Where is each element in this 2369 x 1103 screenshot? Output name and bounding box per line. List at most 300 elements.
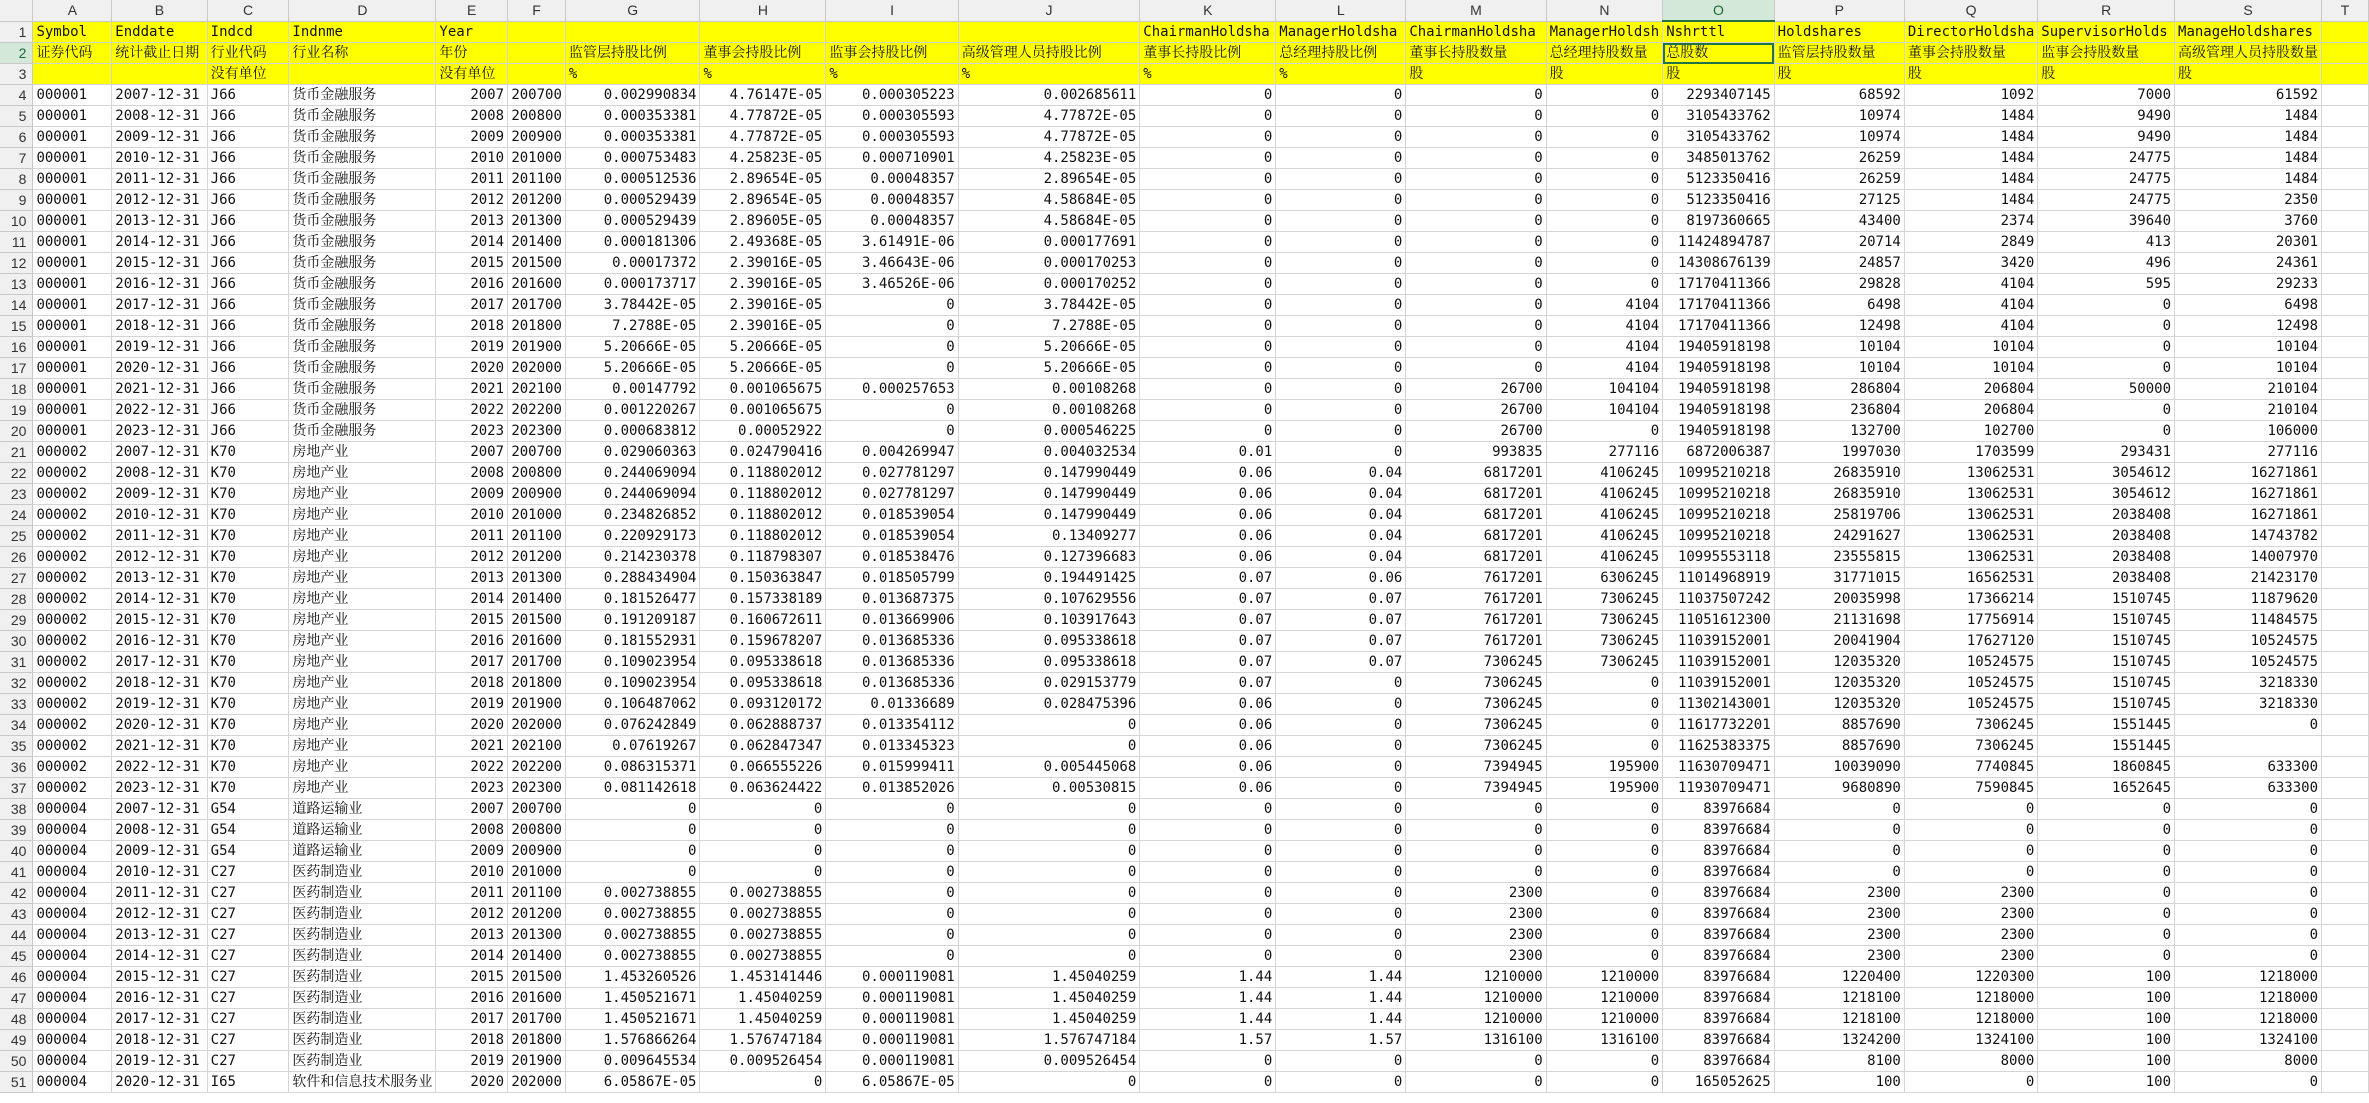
table-cell[interactable]: 0: [826, 904, 958, 925]
table-cell[interactable]: 0.000119081: [826, 967, 958, 988]
table-cell[interactable]: K70: [207, 736, 289, 757]
table-cell[interactable]: 10995553118: [1663, 547, 1774, 568]
table-cell[interactable]: [2322, 253, 2369, 274]
table-cell[interactable]: 0: [1406, 106, 1546, 127]
table-cell[interactable]: 2011-12-31: [112, 883, 207, 904]
table-cell[interactable]: C27: [207, 946, 289, 967]
table-cell[interactable]: 0.066555226: [700, 757, 826, 778]
table-cell[interactable]: 0.234826852: [565, 505, 700, 526]
table-cell[interactable]: [2322, 799, 2369, 820]
table-cell[interactable]: 0: [1406, 169, 1546, 190]
table-cell[interactable]: [2322, 862, 2369, 883]
table-cell[interactable]: 0: [1276, 715, 1406, 736]
table-cell[interactable]: [2322, 211, 2369, 232]
table-cell[interactable]: 0.000353381: [565, 106, 700, 127]
table-cell[interactable]: 货币金融服务: [289, 400, 436, 421]
table-cell[interactable]: 2300: [1406, 904, 1546, 925]
table-cell[interactable]: 0: [565, 799, 700, 820]
table-cell[interactable]: 1.44: [1276, 988, 1406, 1009]
table-cell[interactable]: 2019-12-31: [112, 337, 207, 358]
table-cell[interactable]: 0: [1276, 379, 1406, 400]
table-cell[interactable]: 2023: [436, 421, 508, 442]
table-cell[interactable]: 0: [1904, 841, 2037, 862]
table-cell[interactable]: 277116: [1546, 442, 1663, 463]
table-cell[interactable]: 1210000: [1546, 1009, 1663, 1030]
header-cell[interactable]: [826, 21, 958, 43]
table-cell[interactable]: 0.095338618: [958, 631, 1140, 652]
column-header-d[interactable]: D: [289, 0, 436, 21]
table-cell[interactable]: 0: [2175, 715, 2322, 736]
table-cell[interactable]: 6306245: [1546, 568, 1663, 589]
table-cell[interactable]: 2023: [436, 778, 508, 799]
table-cell[interactable]: 83976684: [1663, 904, 1774, 925]
table-cell[interactable]: 2374: [1904, 211, 2037, 232]
table-cell[interactable]: 1860845: [2038, 757, 2175, 778]
table-cell[interactable]: 000001: [33, 211, 112, 232]
table-cell[interactable]: [2322, 820, 2369, 841]
table-cell[interactable]: 房地产业: [289, 589, 436, 610]
table-cell[interactable]: 000002: [33, 652, 112, 673]
column-header-r[interactable]: R: [2038, 0, 2175, 21]
row-header[interactable]: 11: [0, 232, 33, 253]
table-cell[interactable]: 1210000: [1406, 1009, 1546, 1030]
table-cell[interactable]: 13062531: [1904, 547, 2037, 568]
table-cell[interactable]: 0.157338189: [700, 589, 826, 610]
table-cell[interactable]: 2012-12-31: [112, 904, 207, 925]
table-cell[interactable]: 0: [826, 316, 958, 337]
table-cell[interactable]: 0: [1140, 379, 1276, 400]
table-cell[interactable]: 7617201: [1406, 631, 1546, 652]
table-cell[interactable]: 206804: [1904, 400, 2037, 421]
table-cell[interactable]: 0: [2038, 799, 2175, 820]
header-cell[interactable]: 证券代码: [33, 43, 112, 64]
table-cell[interactable]: 0.00048357: [826, 190, 958, 211]
table-cell[interactable]: 4.77872E-05: [958, 106, 1140, 127]
table-cell[interactable]: 货币金融服务: [289, 85, 436, 106]
row-header[interactable]: 28: [0, 589, 33, 610]
table-cell[interactable]: C27: [207, 988, 289, 1009]
table-cell[interactable]: 000004: [33, 799, 112, 820]
header-cell[interactable]: 没有单位: [436, 64, 508, 85]
table-cell[interactable]: 0: [2038, 925, 2175, 946]
table-cell[interactable]: 4106245: [1546, 484, 1663, 505]
table-cell[interactable]: [2322, 505, 2369, 526]
row-header[interactable]: 9: [0, 190, 33, 211]
table-cell[interactable]: 5.20666E-05: [700, 358, 826, 379]
row-header[interactable]: 36: [0, 757, 33, 778]
table-cell[interactable]: 000002: [33, 484, 112, 505]
table-cell[interactable]: 11879620: [2175, 589, 2322, 610]
table-cell[interactable]: 0.06: [1140, 484, 1276, 505]
table-cell[interactable]: 10104: [1904, 358, 2037, 379]
table-cell[interactable]: 2007-12-31: [112, 799, 207, 820]
table-cell[interactable]: 7306245: [1406, 736, 1546, 757]
table-cell[interactable]: 2013: [436, 211, 508, 232]
table-cell[interactable]: [2322, 379, 2369, 400]
table-cell[interactable]: 2016-12-31: [112, 631, 207, 652]
table-cell[interactable]: 0: [1406, 841, 1546, 862]
table-cell[interactable]: 83976684: [1663, 967, 1774, 988]
table-cell[interactable]: 000004: [33, 925, 112, 946]
table-cell[interactable]: 5.20666E-05: [565, 358, 700, 379]
table-cell[interactable]: 1210000: [1406, 988, 1546, 1009]
table-cell[interactable]: 0: [826, 337, 958, 358]
table-cell[interactable]: 2.89654E-05: [700, 190, 826, 211]
table-cell[interactable]: 2013: [436, 925, 508, 946]
table-cell[interactable]: 201100: [508, 526, 566, 547]
table-cell[interactable]: 0: [2038, 820, 2175, 841]
table-cell[interactable]: 0.000305223: [826, 85, 958, 106]
table-cell[interactable]: 5123350416: [1663, 190, 1774, 211]
column-header-t[interactable]: T: [2322, 0, 2369, 21]
table-cell[interactable]: 000001: [33, 421, 112, 442]
table-cell[interactable]: 0: [2175, 904, 2322, 925]
table-cell[interactable]: 0: [1406, 253, 1546, 274]
table-cell[interactable]: 20301: [2175, 232, 2322, 253]
table-cell[interactable]: 25819706: [1774, 505, 1904, 526]
table-cell[interactable]: 0.00147792: [565, 379, 700, 400]
table-cell[interactable]: 0.244069094: [565, 484, 700, 505]
row-header[interactable]: 32: [0, 673, 33, 694]
table-cell[interactable]: 0: [1546, 85, 1663, 106]
header-cell[interactable]: 总经理持股比例: [1276, 43, 1406, 64]
table-cell[interactable]: 1316100: [1546, 1030, 1663, 1051]
table-cell[interactable]: K70: [207, 526, 289, 547]
table-cell[interactable]: 2849: [1904, 232, 2037, 253]
table-cell[interactable]: 0.118802012: [700, 463, 826, 484]
table-cell[interactable]: 2010-12-31: [112, 862, 207, 883]
row-header[interactable]: 49: [0, 1030, 33, 1051]
table-cell[interactable]: [2322, 946, 2369, 967]
table-cell[interactable]: 4104: [1904, 295, 2037, 316]
table-cell[interactable]: 83976684: [1663, 820, 1774, 841]
table-cell[interactable]: 0.000529439: [565, 190, 700, 211]
row-header[interactable]: 35: [0, 736, 33, 757]
header-cell[interactable]: 高级管理人员持股数量: [2175, 43, 2322, 64]
table-cell[interactable]: 房地产业: [289, 526, 436, 547]
row-header[interactable]: 10: [0, 211, 33, 232]
header-cell[interactable]: [565, 21, 700, 43]
table-cell[interactable]: 1484: [1904, 148, 2037, 169]
table-cell[interactable]: 0: [1546, 862, 1663, 883]
table-cell[interactable]: 0: [958, 799, 1140, 820]
header-cell[interactable]: [112, 64, 207, 85]
table-cell[interactable]: 0: [1276, 736, 1406, 757]
row-header[interactable]: 51: [0, 1072, 33, 1093]
column-header-a[interactable]: A: [33, 0, 112, 21]
table-cell[interactable]: 24291627: [1774, 526, 1904, 547]
table-cell[interactable]: 2300: [1406, 883, 1546, 904]
table-cell[interactable]: 2017-12-31: [112, 295, 207, 316]
table-cell[interactable]: 0: [2038, 400, 2175, 421]
table-cell[interactable]: 2018-12-31: [112, 1030, 207, 1051]
header-cell[interactable]: 统计截止日期: [112, 43, 207, 64]
table-cell[interactable]: J66: [207, 106, 289, 127]
table-cell[interactable]: 7.2788E-05: [958, 316, 1140, 337]
table-cell[interactable]: 2.39016E-05: [700, 253, 826, 274]
table-cell[interactable]: 0: [1406, 358, 1546, 379]
table-cell[interactable]: 0: [1406, 295, 1546, 316]
table-cell[interactable]: 1.450521671: [565, 988, 700, 1009]
table-cell[interactable]: 2023-12-31: [112, 778, 207, 799]
table-cell[interactable]: 4106245: [1546, 505, 1663, 526]
row-header[interactable]: 30: [0, 631, 33, 652]
table-cell[interactable]: 000001: [33, 400, 112, 421]
table-cell[interactable]: 000001: [33, 127, 112, 148]
table-cell[interactable]: 0.220929173: [565, 526, 700, 547]
table-cell[interactable]: 2015-12-31: [112, 967, 207, 988]
table-cell[interactable]: 货币金融服务: [289, 379, 436, 400]
table-cell[interactable]: 0.013685336: [826, 673, 958, 694]
table-cell[interactable]: 0: [1774, 862, 1904, 883]
header-cell[interactable]: 监管层持股比例: [565, 43, 700, 64]
table-cell[interactable]: 6817201: [1406, 547, 1546, 568]
table-cell[interactable]: [2322, 337, 2369, 358]
table-cell[interactable]: 2009-12-31: [112, 841, 207, 862]
table-cell[interactable]: 0.109023954: [565, 652, 700, 673]
row-header[interactable]: 12: [0, 253, 33, 274]
table-cell[interactable]: 4106245: [1546, 547, 1663, 568]
table-cell[interactable]: 2008-12-31: [112, 463, 207, 484]
row-header[interactable]: 14: [0, 295, 33, 316]
table-cell[interactable]: 277116: [2175, 442, 2322, 463]
table-cell[interactable]: 0.000529439: [565, 211, 700, 232]
table-cell[interactable]: 0.04: [1276, 526, 1406, 547]
table-cell[interactable]: 9490: [2038, 127, 2175, 148]
table-cell[interactable]: 0.06: [1140, 463, 1276, 484]
table-cell[interactable]: 1510745: [2038, 673, 2175, 694]
table-cell[interactable]: [2322, 631, 2369, 652]
table-cell[interactable]: 1510745: [2038, 694, 2175, 715]
table-cell[interactable]: 83976684: [1663, 862, 1774, 883]
column-header-i[interactable]: I: [826, 0, 958, 21]
table-cell[interactable]: 7306245: [1546, 589, 1663, 610]
table-cell[interactable]: 2012: [436, 547, 508, 568]
table-cell[interactable]: 2022-12-31: [112, 400, 207, 421]
table-cell[interactable]: 2008-12-31: [112, 106, 207, 127]
table-cell[interactable]: 24857: [1774, 253, 1904, 274]
table-cell[interactable]: 4106245: [1546, 526, 1663, 547]
table-cell[interactable]: 0.009526454: [958, 1051, 1140, 1072]
table-cell[interactable]: 0.118798307: [700, 547, 826, 568]
table-cell[interactable]: 0.07: [1140, 673, 1276, 694]
table-cell[interactable]: 2021-12-31: [112, 379, 207, 400]
table-cell[interactable]: 货币金融服务: [289, 106, 436, 127]
header-cell[interactable]: 股: [2038, 64, 2175, 85]
table-cell[interactable]: 201500: [508, 967, 566, 988]
table-cell[interactable]: 0: [1140, 316, 1276, 337]
table-cell[interactable]: 2014-12-31: [112, 946, 207, 967]
table-cell[interactable]: 0: [1546, 820, 1663, 841]
table-cell[interactable]: 000001: [33, 232, 112, 253]
table-cell[interactable]: 0.013669906: [826, 610, 958, 631]
table-cell[interactable]: 医药制造业: [289, 988, 436, 1009]
table-cell[interactable]: 0: [1140, 946, 1276, 967]
table-cell[interactable]: 0.018505799: [826, 568, 958, 589]
table-cell[interactable]: 0: [1546, 421, 1663, 442]
table-cell[interactable]: 83976684: [1663, 988, 1774, 1009]
table-cell[interactable]: 2009: [436, 484, 508, 505]
table-cell[interactable]: K70: [207, 505, 289, 526]
table-cell[interactable]: 11051612300: [1663, 610, 1774, 631]
table-cell[interactable]: 000004: [33, 904, 112, 925]
table-cell[interactable]: 1510745: [2038, 652, 2175, 673]
table-cell[interactable]: 0: [1406, 799, 1546, 820]
table-cell[interactable]: K70: [207, 631, 289, 652]
header-cell[interactable]: 没有单位: [207, 64, 289, 85]
table-cell[interactable]: 201100: [508, 883, 566, 904]
table-cell[interactable]: 000004: [33, 967, 112, 988]
table-cell[interactable]: 0.029153779: [958, 673, 1140, 694]
table-cell[interactable]: 8857690: [1774, 715, 1904, 736]
table-cell[interactable]: 10995210218: [1663, 484, 1774, 505]
table-cell[interactable]: 0: [1140, 253, 1276, 274]
table-cell[interactable]: 201400: [508, 589, 566, 610]
table-cell[interactable]: 0: [1406, 85, 1546, 106]
table-cell[interactable]: 0: [2038, 862, 2175, 883]
table-cell[interactable]: 0.000753483: [565, 148, 700, 169]
table-cell[interactable]: 1997030: [1774, 442, 1904, 463]
table-cell[interactable]: 0.000119081: [826, 1030, 958, 1051]
table-cell[interactable]: 0.002738855: [565, 883, 700, 904]
table-cell[interactable]: 83976684: [1663, 925, 1774, 946]
row-header[interactable]: 18: [0, 379, 33, 400]
table-cell[interactable]: 医药制造业: [289, 1051, 436, 1072]
header-cell[interactable]: Indnme: [289, 21, 436, 43]
table-cell[interactable]: 10524575: [1904, 652, 2037, 673]
table-cell[interactable]: 16271861: [2175, 484, 2322, 505]
table-cell[interactable]: 0: [1546, 883, 1663, 904]
table-cell[interactable]: [2322, 1030, 2369, 1051]
table-cell[interactable]: 房地产业: [289, 778, 436, 799]
table-cell[interactable]: C27: [207, 1051, 289, 1072]
table-cell[interactable]: 0: [1140, 148, 1276, 169]
table-cell[interactable]: 6817201: [1406, 484, 1546, 505]
table-cell[interactable]: 286804: [1774, 379, 1904, 400]
table-cell[interactable]: G54: [207, 841, 289, 862]
table-cell[interactable]: 201700: [508, 295, 566, 316]
table-cell[interactable]: 7.2788E-05: [565, 316, 700, 337]
table-cell[interactable]: 14308676139: [1663, 253, 1774, 274]
table-cell[interactable]: J66: [207, 253, 289, 274]
table-cell[interactable]: 165052625: [1663, 1072, 1774, 1093]
table-cell[interactable]: 0: [1406, 211, 1546, 232]
table-cell[interactable]: 11625383375: [1663, 736, 1774, 757]
table-cell[interactable]: 3.78442E-05: [565, 295, 700, 316]
column-header-l[interactable]: L: [1276, 0, 1406, 21]
table-cell[interactable]: 0: [1546, 946, 1663, 967]
table-cell[interactable]: 11039152001: [1663, 673, 1774, 694]
table-cell[interactable]: 100: [2038, 988, 2175, 1009]
table-cell[interactable]: 0: [958, 946, 1140, 967]
column-header-k[interactable]: K: [1140, 0, 1276, 21]
header-cell[interactable]: 总经理持股数量: [1546, 43, 1663, 64]
table-cell[interactable]: 0: [565, 841, 700, 862]
table-cell[interactable]: 1.576747184: [958, 1030, 1140, 1051]
table-cell[interactable]: 0: [2175, 799, 2322, 820]
table-cell[interactable]: J66: [207, 337, 289, 358]
table-cell[interactable]: 10974: [1774, 106, 1904, 127]
table-cell[interactable]: [2322, 778, 2369, 799]
table-cell[interactable]: 202200: [508, 757, 566, 778]
table-cell[interactable]: 13062531: [1904, 505, 2037, 526]
table-cell[interactable]: 000002: [33, 694, 112, 715]
table-cell[interactable]: 0: [1406, 190, 1546, 211]
table-cell[interactable]: 0: [1276, 841, 1406, 862]
table-cell[interactable]: [2322, 358, 2369, 379]
table-cell[interactable]: 2011: [436, 526, 508, 547]
table-cell[interactable]: 3420: [1904, 253, 2037, 274]
table-cell[interactable]: 26700: [1406, 400, 1546, 421]
table-cell[interactable]: 7306245: [1406, 673, 1546, 694]
table-cell[interactable]: 0.000170253: [958, 253, 1140, 274]
table-cell[interactable]: 0: [2175, 883, 2322, 904]
table-cell[interactable]: C27: [207, 925, 289, 946]
table-cell[interactable]: 0: [826, 799, 958, 820]
table-cell[interactable]: [2322, 463, 2369, 484]
table-cell[interactable]: 2293407145: [1663, 85, 1774, 106]
table-cell[interactable]: 0: [1276, 85, 1406, 106]
table-cell[interactable]: 19405918198: [1663, 400, 1774, 421]
table-cell[interactable]: 10524575: [1904, 673, 2037, 694]
table-cell[interactable]: [2322, 442, 2369, 463]
table-cell[interactable]: 医药制造业: [289, 883, 436, 904]
table-cell[interactable]: 000002: [33, 463, 112, 484]
table-cell[interactable]: 12035320: [1774, 673, 1904, 694]
table-cell[interactable]: 201900: [508, 694, 566, 715]
table-cell[interactable]: J66: [207, 169, 289, 190]
table-cell[interactable]: 1.450521671: [565, 1009, 700, 1030]
table-cell[interactable]: [2322, 841, 2369, 862]
table-cell[interactable]: 0.244069094: [565, 463, 700, 484]
table-cell[interactable]: 0.013685336: [826, 631, 958, 652]
table-cell[interactable]: 医药制造业: [289, 1009, 436, 1030]
table-cell[interactable]: 1324100: [1904, 1030, 2037, 1051]
table-cell[interactable]: J66: [207, 421, 289, 442]
table-cell[interactable]: 10524575: [1904, 694, 2037, 715]
table-cell[interactable]: [2175, 736, 2322, 757]
table-cell[interactable]: 0.063624422: [700, 778, 826, 799]
table-cell[interactable]: 3.61491E-06: [826, 232, 958, 253]
table-cell[interactable]: 0: [1140, 85, 1276, 106]
table-cell[interactable]: 201900: [508, 337, 566, 358]
table-cell[interactable]: 000002: [33, 610, 112, 631]
table-cell[interactable]: 0: [1140, 421, 1276, 442]
table-cell[interactable]: [2322, 988, 2369, 1009]
table-cell[interactable]: 0.000353381: [565, 127, 700, 148]
table-cell[interactable]: 000002: [33, 631, 112, 652]
header-cell[interactable]: 董事会持股数量: [1904, 43, 2037, 64]
table-cell[interactable]: 0: [1276, 925, 1406, 946]
table-cell[interactable]: 0: [1546, 904, 1663, 925]
table-cell[interactable]: 0.00052922: [700, 421, 826, 442]
table-cell[interactable]: 0.000512536: [565, 169, 700, 190]
table-cell[interactable]: 3.46643E-06: [826, 253, 958, 274]
table-cell[interactable]: 5123350416: [1663, 169, 1774, 190]
table-cell[interactable]: 2018-12-31: [112, 316, 207, 337]
table-cell[interactable]: 000001: [33, 169, 112, 190]
table-cell[interactable]: 7740845: [1904, 757, 2037, 778]
table-cell[interactable]: [2322, 673, 2369, 694]
table-cell[interactable]: 2300: [1406, 946, 1546, 967]
table-cell[interactable]: 100: [2038, 1051, 2175, 1072]
table-cell[interactable]: 2.89654E-05: [700, 169, 826, 190]
table-cell[interactable]: 100: [1774, 1072, 1904, 1093]
table-cell[interactable]: 2.39016E-05: [700, 274, 826, 295]
table-cell[interactable]: 0: [1276, 358, 1406, 379]
table-cell[interactable]: 0: [565, 820, 700, 841]
table-cell[interactable]: 20035998: [1774, 589, 1904, 610]
